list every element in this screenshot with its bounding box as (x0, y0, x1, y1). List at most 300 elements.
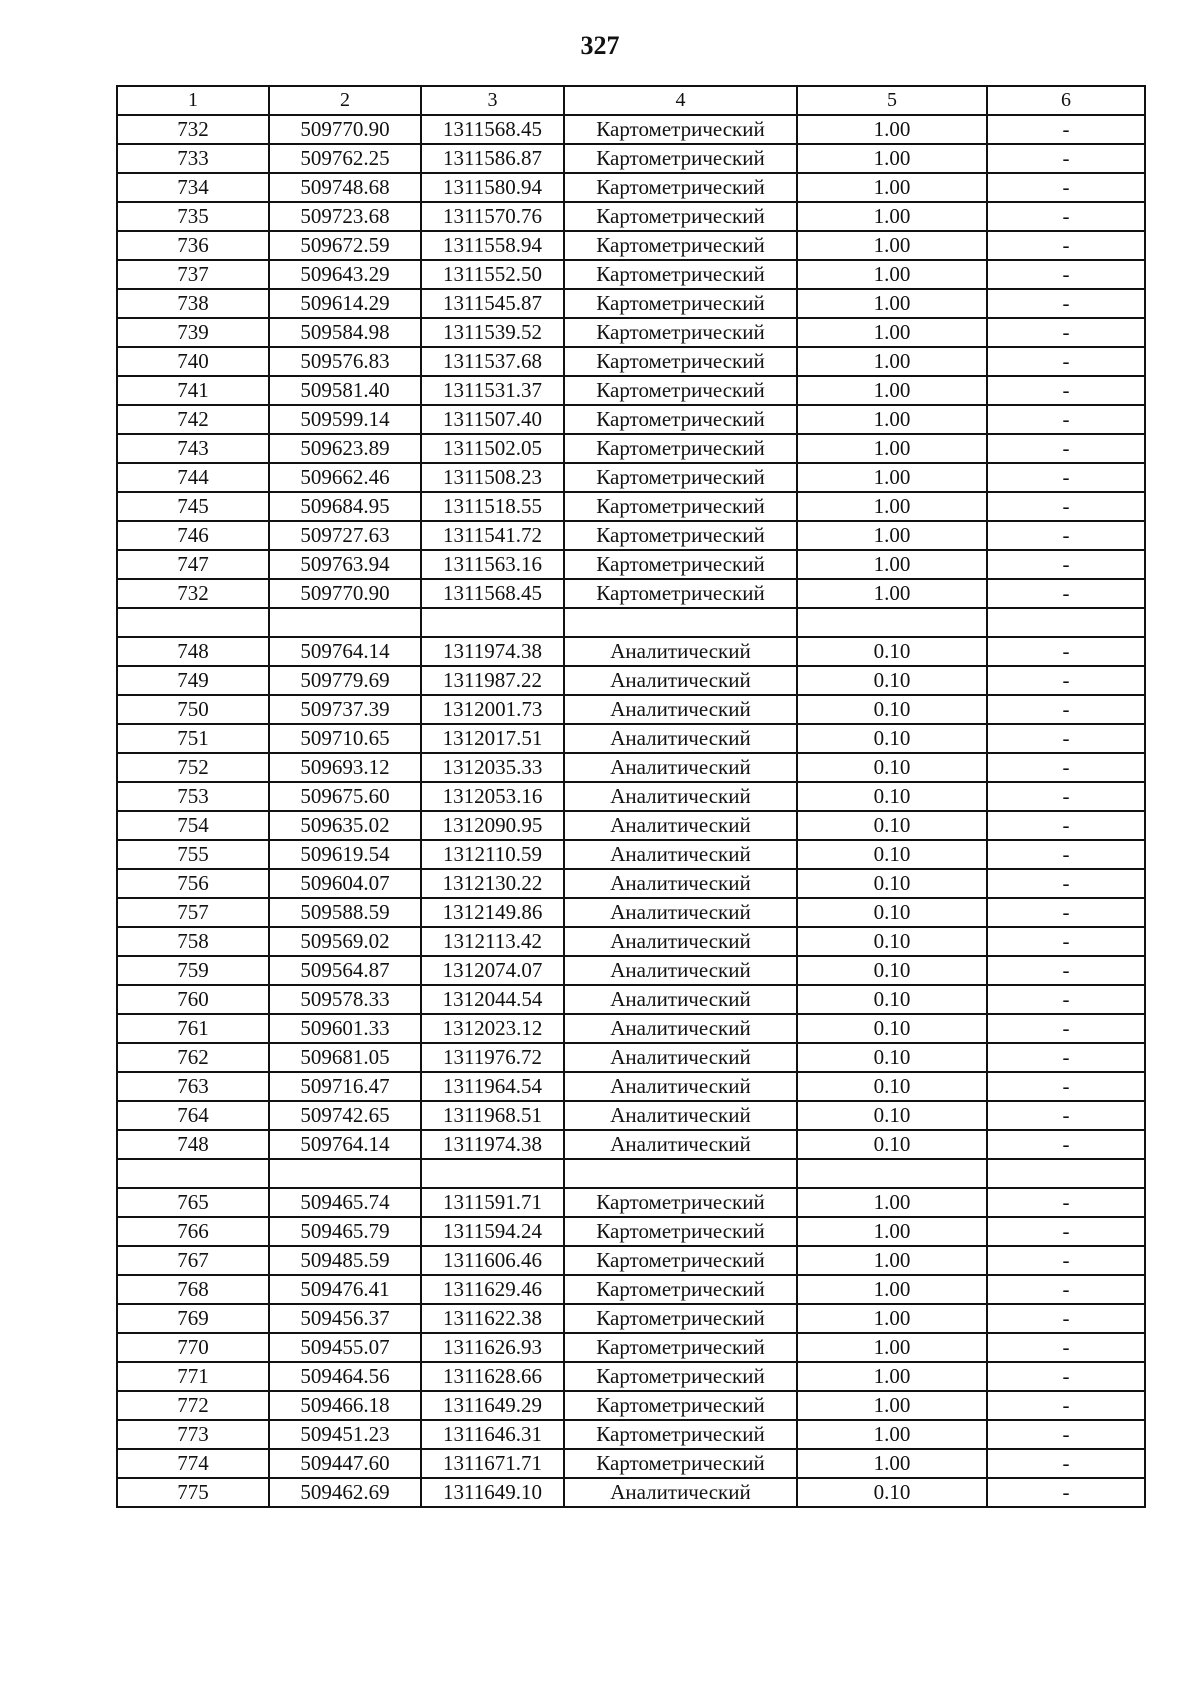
accuracy-cell: 1.00 (797, 1188, 987, 1217)
x-coordinate-cell: 509455.07 (269, 1333, 421, 1362)
point-number-cell: 732 (117, 115, 269, 144)
x-coordinate-cell: 509581.40 (269, 376, 421, 405)
accuracy-cell: 1.00 (797, 579, 987, 608)
method-cell: Картометрический (564, 231, 797, 260)
method-cell: Картометрический (564, 173, 797, 202)
table-row (117, 1130, 1145, 1159)
method-cell: Аналитический (564, 898, 797, 927)
y-coordinate-cell: 1312113.42 (421, 927, 564, 956)
note-cell: - (987, 1217, 1145, 1246)
x-coordinate-cell: 509727.63 (269, 521, 421, 550)
table-row (117, 985, 1145, 1014)
accuracy-cell: 1.00 (797, 1275, 987, 1304)
accuracy-cell: 0.10 (797, 1072, 987, 1101)
method-cell: Картометрический (564, 1217, 797, 1246)
method-cell: Картометрический (564, 144, 797, 173)
x-coordinate-cell: 509578.33 (269, 985, 421, 1014)
note-cell: - (987, 666, 1145, 695)
x-coordinate-cell: 509614.29 (269, 289, 421, 318)
x-coordinate-cell: 509619.54 (269, 840, 421, 869)
x-coordinate-cell: 509763.94 (269, 550, 421, 579)
note-cell: - (987, 144, 1145, 173)
column-header: 4 (564, 86, 797, 115)
point-number-cell: 758 (117, 927, 269, 956)
y-coordinate-cell: 1311518.55 (421, 492, 564, 521)
y-coordinate-cell: 1312149.86 (421, 898, 564, 927)
x-coordinate-cell: 509770.90 (269, 115, 421, 144)
note-cell: - (987, 318, 1145, 347)
table-row (117, 1478, 1145, 1507)
point-number-cell: 760 (117, 985, 269, 1014)
y-coordinate-cell: 1311987.22 (421, 666, 564, 695)
y-coordinate-cell: 1311563.16 (421, 550, 564, 579)
method-cell: Картометрический (564, 405, 797, 434)
table-row (117, 1188, 1145, 1217)
x-coordinate-cell: 509465.74 (269, 1188, 421, 1217)
accuracy-cell: 0.10 (797, 898, 987, 927)
column-header: 5 (797, 86, 987, 115)
x-coordinate-cell: 509465.79 (269, 1217, 421, 1246)
method-cell: Картометрический (564, 347, 797, 376)
point-number-cell: 772 (117, 1391, 269, 1420)
accuracy-cell: 1.00 (797, 521, 987, 550)
note-cell: - (987, 347, 1145, 376)
table-row (117, 1014, 1145, 1043)
point-number-cell: 766 (117, 1217, 269, 1246)
point-number-cell: 761 (117, 1014, 269, 1043)
point-number-cell: 746 (117, 521, 269, 550)
table-row (117, 521, 1145, 550)
note-cell: - (987, 405, 1145, 434)
note-cell: - (987, 1275, 1145, 1304)
y-coordinate-cell: 1311968.51 (421, 1101, 564, 1130)
point-number-cell: 753 (117, 782, 269, 811)
note-cell: - (987, 260, 1145, 289)
y-coordinate-cell: 1312023.12 (421, 1014, 564, 1043)
accuracy-cell: 1.00 (797, 173, 987, 202)
point-number-cell: 767 (117, 1246, 269, 1275)
note-cell: - (987, 724, 1145, 753)
y-coordinate-cell: 1311976.72 (421, 1043, 564, 1072)
note-cell: - (987, 376, 1145, 405)
accuracy-cell: 1.00 (797, 1391, 987, 1420)
method-cell: Картометрический (564, 1304, 797, 1333)
table-row (117, 898, 1145, 927)
method-cell: Аналитический (564, 666, 797, 695)
point-number-cell: 736 (117, 231, 269, 260)
accuracy-cell: 1.00 (797, 231, 987, 260)
accuracy-cell: 0.10 (797, 782, 987, 811)
point-number-cell: 734 (117, 173, 269, 202)
table-row (117, 811, 1145, 840)
y-coordinate-cell (421, 608, 564, 637)
accuracy-cell: 0.10 (797, 724, 987, 753)
table-row (117, 434, 1145, 463)
point-number-cell: 750 (117, 695, 269, 724)
point-number-cell: 775 (117, 1478, 269, 1507)
x-coordinate-cell: 509635.02 (269, 811, 421, 840)
accuracy-cell: 1.00 (797, 1449, 987, 1478)
table-row (117, 1101, 1145, 1130)
x-coordinate-cell: 509588.59 (269, 898, 421, 927)
note-cell: - (987, 956, 1145, 985)
accuracy-cell: 0.10 (797, 1101, 987, 1130)
note-cell: - (987, 782, 1145, 811)
y-coordinate-cell: 1311964.54 (421, 1072, 564, 1101)
y-coordinate-cell: 1312053.16 (421, 782, 564, 811)
accuracy-cell: 0.10 (797, 695, 987, 724)
note-cell: - (987, 1014, 1145, 1043)
note-cell: - (987, 202, 1145, 231)
note-cell: - (987, 753, 1145, 782)
accuracy-cell: 1.00 (797, 1362, 987, 1391)
point-number-cell: 771 (117, 1362, 269, 1391)
method-cell: Картометрический (564, 550, 797, 579)
method-cell: Аналитический (564, 1130, 797, 1159)
table-row (117, 231, 1145, 260)
table-row (117, 1275, 1145, 1304)
method-cell: Аналитический (564, 753, 797, 782)
accuracy-cell: 0.10 (797, 666, 987, 695)
y-coordinate-cell: 1311531.37 (421, 376, 564, 405)
y-coordinate-cell: 1311626.93 (421, 1333, 564, 1362)
y-coordinate-cell: 1311629.46 (421, 1275, 564, 1304)
x-coordinate-cell: 509485.59 (269, 1246, 421, 1275)
table-row (117, 202, 1145, 231)
method-cell: Картометрический (564, 1275, 797, 1304)
table-row (117, 724, 1145, 753)
note-cell (987, 608, 1145, 637)
point-number-cell: 754 (117, 811, 269, 840)
x-coordinate-cell: 509684.95 (269, 492, 421, 521)
point-number-cell: 738 (117, 289, 269, 318)
accuracy-cell: 1.00 (797, 1420, 987, 1449)
point-number-cell: 742 (117, 405, 269, 434)
y-coordinate-cell: 1312110.59 (421, 840, 564, 869)
x-coordinate-cell: 509623.89 (269, 434, 421, 463)
x-coordinate-cell: 509672.59 (269, 231, 421, 260)
x-coordinate-cell: 509737.39 (269, 695, 421, 724)
note-cell: - (987, 1072, 1145, 1101)
table-row (117, 318, 1145, 347)
accuracy-cell: 1.00 (797, 347, 987, 376)
method-cell: Картометрический (564, 492, 797, 521)
point-number-cell: 739 (117, 318, 269, 347)
y-coordinate-cell: 1312035.33 (421, 753, 564, 782)
accuracy-cell: 1.00 (797, 1217, 987, 1246)
x-coordinate-cell: 509464.56 (269, 1362, 421, 1391)
y-coordinate-cell: 1312001.73 (421, 695, 564, 724)
y-coordinate-cell: 1311537.68 (421, 347, 564, 376)
point-number-cell: 737 (117, 260, 269, 289)
accuracy-cell: 1.00 (797, 492, 987, 521)
column-header: 6 (987, 86, 1145, 115)
table-row (117, 173, 1145, 202)
accuracy-cell: 0.10 (797, 1130, 987, 1159)
x-coordinate-cell: 509604.07 (269, 869, 421, 898)
point-number-cell: 740 (117, 347, 269, 376)
note-cell: - (987, 434, 1145, 463)
note-cell: - (987, 1101, 1145, 1130)
x-coordinate-cell: 509742.65 (269, 1101, 421, 1130)
x-coordinate-cell: 509462.69 (269, 1478, 421, 1507)
x-coordinate-cell: 509466.18 (269, 1391, 421, 1420)
method-cell: Картометрический (564, 1188, 797, 1217)
note-cell: - (987, 811, 1145, 840)
note-cell: - (987, 1391, 1145, 1420)
method-cell: Картометрический (564, 202, 797, 231)
x-coordinate-cell: 509762.25 (269, 144, 421, 173)
note-cell: - (987, 1304, 1145, 1333)
table-row (117, 347, 1145, 376)
note-cell: - (987, 927, 1145, 956)
x-coordinate-cell: 509451.23 (269, 1420, 421, 1449)
column-header: 1 (117, 86, 269, 115)
table-row (117, 666, 1145, 695)
method-cell: Аналитический (564, 695, 797, 724)
method-cell: Аналитический (564, 927, 797, 956)
table-row (117, 695, 1145, 724)
accuracy-cell: 1.00 (797, 289, 987, 318)
point-number-cell: 774 (117, 1449, 269, 1478)
point-number-cell: 744 (117, 463, 269, 492)
note-cell: - (987, 1420, 1145, 1449)
accuracy-cell (797, 608, 987, 637)
point-number-cell: 765 (117, 1188, 269, 1217)
y-coordinate-cell: 1311508.23 (421, 463, 564, 492)
method-cell: Аналитический (564, 811, 797, 840)
note-cell (987, 1159, 1145, 1188)
method-cell: Картометрический (564, 1246, 797, 1275)
accuracy-cell: 1.00 (797, 202, 987, 231)
point-number-cell: 735 (117, 202, 269, 231)
point-number-cell (117, 608, 269, 637)
accuracy-cell: 1.00 (797, 434, 987, 463)
accuracy-cell: 1.00 (797, 550, 987, 579)
note-cell: - (987, 521, 1145, 550)
x-coordinate-cell: 509447.60 (269, 1449, 421, 1478)
method-cell: Картометрический (564, 1333, 797, 1362)
accuracy-cell: 1.00 (797, 318, 987, 347)
accuracy-cell: 0.10 (797, 637, 987, 666)
accuracy-cell: 1.00 (797, 405, 987, 434)
accuracy-cell: 0.10 (797, 927, 987, 956)
accuracy-cell: 1.00 (797, 1246, 987, 1275)
x-coordinate-cell: 509764.14 (269, 637, 421, 666)
x-coordinate-cell (269, 1159, 421, 1188)
point-number-cell: 768 (117, 1275, 269, 1304)
point-number-cell: 759 (117, 956, 269, 985)
method-cell: Аналитический (564, 1478, 797, 1507)
x-coordinate-cell: 509601.33 (269, 1014, 421, 1043)
y-coordinate-cell: 1311586.87 (421, 144, 564, 173)
point-number-cell: 748 (117, 1130, 269, 1159)
note-cell: - (987, 898, 1145, 927)
method-cell: Аналитический (564, 724, 797, 753)
table-row (117, 1362, 1145, 1391)
accuracy-cell: 1.00 (797, 463, 987, 492)
y-coordinate-cell: 1312074.07 (421, 956, 564, 985)
y-coordinate-cell: 1311502.05 (421, 434, 564, 463)
table-row (117, 289, 1145, 318)
table-row (117, 115, 1145, 144)
y-coordinate-cell: 1312130.22 (421, 869, 564, 898)
method-cell: Картометрический (564, 115, 797, 144)
table-row (117, 1391, 1145, 1420)
y-coordinate-cell: 1312090.95 (421, 811, 564, 840)
y-coordinate-cell: 1312017.51 (421, 724, 564, 753)
x-coordinate-cell: 509643.29 (269, 260, 421, 289)
table-row (117, 260, 1145, 289)
y-coordinate-cell: 1311591.71 (421, 1188, 564, 1217)
y-coordinate-cell: 1311558.94 (421, 231, 564, 260)
method-cell: Картометрический (564, 521, 797, 550)
method-cell (564, 608, 797, 637)
x-coordinate-cell: 509584.98 (269, 318, 421, 347)
accuracy-cell: 0.10 (797, 956, 987, 985)
method-cell: Картометрический (564, 1391, 797, 1420)
x-coordinate-cell: 509576.83 (269, 347, 421, 376)
method-cell: Аналитический (564, 1014, 797, 1043)
x-coordinate-cell: 509723.68 (269, 202, 421, 231)
note-cell: - (987, 869, 1145, 898)
column-header: 3 (421, 86, 564, 115)
note-cell: - (987, 115, 1145, 144)
note-cell: - (987, 1362, 1145, 1391)
x-coordinate-cell: 509456.37 (269, 1304, 421, 1333)
table-row (117, 608, 1145, 637)
table-row (117, 782, 1145, 811)
point-number-cell: 762 (117, 1043, 269, 1072)
accuracy-cell: 0.10 (797, 985, 987, 1014)
point-number-cell (117, 1159, 269, 1188)
y-coordinate-cell: 1312044.54 (421, 985, 564, 1014)
y-coordinate-cell (421, 1159, 564, 1188)
accuracy-cell (797, 1159, 987, 1188)
table-row (117, 376, 1145, 405)
method-cell: Картометрический (564, 434, 797, 463)
accuracy-cell: 1.00 (797, 1333, 987, 1362)
point-number-cell: 756 (117, 869, 269, 898)
note-cell: - (987, 231, 1145, 260)
point-number-cell: 770 (117, 1333, 269, 1362)
note-cell: - (987, 550, 1145, 579)
method-cell: Картометрический (564, 289, 797, 318)
method-cell: Картометрический (564, 1420, 797, 1449)
table-header-row (117, 86, 1145, 115)
note-cell: - (987, 579, 1145, 608)
table-row (117, 550, 1145, 579)
x-coordinate-cell: 509748.68 (269, 173, 421, 202)
method-cell: Картометрический (564, 579, 797, 608)
note-cell: - (987, 985, 1145, 1014)
y-coordinate-cell: 1311646.31 (421, 1420, 564, 1449)
note-cell: - (987, 695, 1145, 724)
table-row (117, 405, 1145, 434)
y-coordinate-cell: 1311570.76 (421, 202, 564, 231)
point-number-cell: 732 (117, 579, 269, 608)
x-coordinate-cell: 509779.69 (269, 666, 421, 695)
table-row (117, 753, 1145, 782)
method-cell: Картометрический (564, 260, 797, 289)
y-coordinate-cell: 1311628.66 (421, 1362, 564, 1391)
point-number-cell: 743 (117, 434, 269, 463)
method-cell: Картометрический (564, 1449, 797, 1478)
note-cell: - (987, 840, 1145, 869)
x-coordinate-cell: 509681.05 (269, 1043, 421, 1072)
table-row (117, 1159, 1145, 1188)
point-number-cell: 748 (117, 637, 269, 666)
page-number: 327 (580, 31, 620, 60)
method-cell: Аналитический (564, 985, 797, 1014)
y-coordinate-cell: 1311649.10 (421, 1478, 564, 1507)
point-number-cell: 769 (117, 1304, 269, 1333)
accuracy-cell: 1.00 (797, 115, 987, 144)
accuracy-cell: 0.10 (797, 753, 987, 782)
point-number-cell: 733 (117, 144, 269, 173)
method-cell: Картометрический (564, 1362, 797, 1391)
table-row (117, 1043, 1145, 1072)
method-cell: Аналитический (564, 637, 797, 666)
accuracy-cell: 0.10 (797, 869, 987, 898)
y-coordinate-cell: 1311594.24 (421, 1217, 564, 1246)
accuracy-cell: 0.10 (797, 1014, 987, 1043)
accuracy-cell: 0.10 (797, 811, 987, 840)
point-number-cell: 755 (117, 840, 269, 869)
y-coordinate-cell: 1311507.40 (421, 405, 564, 434)
y-coordinate-cell: 1311671.71 (421, 1449, 564, 1478)
point-number-cell: 757 (117, 898, 269, 927)
method-cell: Аналитический (564, 956, 797, 985)
point-number-cell: 752 (117, 753, 269, 782)
x-coordinate-cell: 509599.14 (269, 405, 421, 434)
coordinates-table (116, 85, 1146, 1508)
note-cell: - (987, 1449, 1145, 1478)
note-cell: - (987, 463, 1145, 492)
table-row (117, 869, 1145, 898)
point-number-cell: 764 (117, 1101, 269, 1130)
accuracy-cell: 1.00 (797, 260, 987, 289)
method-cell: Аналитический (564, 1072, 797, 1101)
y-coordinate-cell: 1311541.72 (421, 521, 564, 550)
table-row (117, 1246, 1145, 1275)
y-coordinate-cell: 1311545.87 (421, 289, 564, 318)
table-row (117, 144, 1145, 173)
point-number-cell: 751 (117, 724, 269, 753)
point-number-cell: 773 (117, 1420, 269, 1449)
note-cell: - (987, 289, 1145, 318)
accuracy-cell: 1.00 (797, 376, 987, 405)
table-row (117, 1449, 1145, 1478)
note-cell: - (987, 637, 1145, 666)
table-row (117, 1333, 1145, 1362)
method-cell: Картометрический (564, 376, 797, 405)
y-coordinate-cell: 1311539.52 (421, 318, 564, 347)
x-coordinate-cell: 509716.47 (269, 1072, 421, 1101)
x-coordinate-cell: 509569.02 (269, 927, 421, 956)
accuracy-cell: 1.00 (797, 144, 987, 173)
table-row (117, 463, 1145, 492)
method-cell: Картометрический (564, 318, 797, 347)
x-coordinate-cell (269, 608, 421, 637)
note-cell: - (987, 1043, 1145, 1072)
table-row (117, 927, 1145, 956)
y-coordinate-cell: 1311649.29 (421, 1391, 564, 1420)
point-number-cell: 747 (117, 550, 269, 579)
table-row (117, 840, 1145, 869)
x-coordinate-cell: 509476.41 (269, 1275, 421, 1304)
note-cell: - (987, 1130, 1145, 1159)
